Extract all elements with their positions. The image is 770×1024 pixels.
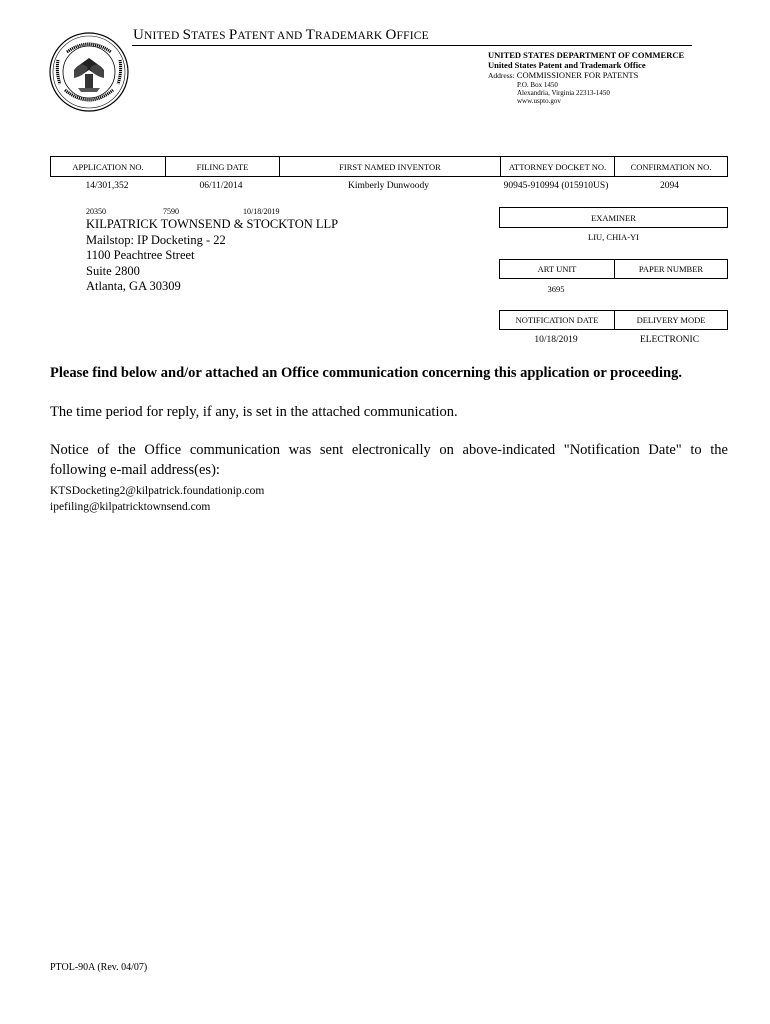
email-notice bbox=[50, 440, 728, 480]
email-list bbox=[50, 484, 264, 515]
email-notice-line1: Notice of the Office communication was sent electronically on above-indicated "Notification Date" to the bbox=[50, 442, 728, 458]
examiner-header: EXAMINER bbox=[591, 212, 636, 223]
art-unit-header: ART UNIT bbox=[537, 264, 577, 274]
art-unit-header-box bbox=[499, 259, 728, 279]
form-identifier: PTOL-90A (Rev. 04/07) bbox=[50, 962, 148, 973]
header-rule bbox=[132, 45, 692, 46]
delivery-mode-header: DELIVERY MODE bbox=[614, 311, 727, 329]
address-line: KILPATRICK TOWNSEND & STOCKTON LLP bbox=[86, 217, 339, 231]
col-filing-date: FILING DATE bbox=[165, 157, 279, 176]
col-attorney-docket-no: ATTORNEY DOCKET NO. bbox=[500, 157, 614, 176]
communication-notice: Please find below and/or attached an Office communication concerning this application or proceeding. bbox=[50, 365, 682, 381]
address-line: Atlanta, GA 30309 bbox=[86, 279, 181, 293]
col-first-named-inventor: FIRST NAMED INVENTOR bbox=[279, 157, 500, 176]
email-address: KTSDocketing2@kilpatrick.foundationip.com bbox=[50, 485, 265, 497]
email-address: ipefiling@kilpatricktownsend.com bbox=[50, 500, 211, 513]
filing-date-value: 06/11/2014 bbox=[199, 181, 243, 191]
address-line: Suite 2800 bbox=[86, 263, 140, 278]
correspondence-date: 10/18/2019 bbox=[243, 207, 280, 216]
customer-number: 20350 bbox=[86, 207, 106, 216]
address-block: Address: COMMISSIONER FOR PATENTS bbox=[488, 70, 639, 80]
docket-no-value: 90945-910994 (015910US) bbox=[503, 181, 609, 191]
notification-header-box bbox=[499, 310, 728, 330]
address-line: 1100 Peachtree Street bbox=[86, 248, 195, 262]
office-name: United States Patent and Trademark Office bbox=[488, 60, 646, 70]
reply-period-text: The time period for reply, if any, is set in the attached communication. bbox=[50, 404, 458, 420]
application-table-header bbox=[50, 156, 728, 177]
col-confirmation-no: CONFIRMATION NO. bbox=[614, 157, 727, 176]
po-box: P.O. Box 1450 bbox=[517, 81, 558, 89]
examiner-header-box bbox=[499, 207, 728, 228]
uspto-seal-logo bbox=[48, 30, 130, 114]
correspondence-code: 7590 bbox=[163, 207, 179, 216]
notification-date-value: 10/18/2019 bbox=[534, 335, 578, 345]
examiner-name: LIU, CHIA-YI bbox=[588, 232, 639, 242]
col-application-no: APPLICATION NO. bbox=[72, 161, 144, 172]
art-unit-value: 3695 bbox=[547, 284, 565, 294]
delivery-mode-value: ELECTRONIC bbox=[639, 335, 700, 345]
city-state-zip: Alexandria, Virginia 22313-1450 bbox=[517, 89, 610, 97]
confirmation-no-value: 2094 bbox=[660, 181, 679, 191]
office-title: UNITED STATES PATENT AND TRADEMARK OFFICE bbox=[133, 27, 429, 43]
application-no-value: 14/301,352 bbox=[85, 181, 129, 191]
website: www.uspto.gov bbox=[517, 97, 561, 105]
paper-number-header: PAPER NUMBER bbox=[614, 260, 727, 278]
inventor-value: Kimberly Dunwoody bbox=[347, 181, 429, 191]
address-line: Mailstop: IP Docketing - 22 bbox=[86, 232, 226, 247]
department-name: UNITED STATES DEPARTMENT OF COMMERCE bbox=[488, 50, 685, 60]
mailing-address bbox=[86, 217, 338, 295]
notification-date-header: NOTIFICATION DATE bbox=[515, 315, 599, 325]
email-notice-line2: following e-mail address(es): bbox=[50, 462, 220, 478]
